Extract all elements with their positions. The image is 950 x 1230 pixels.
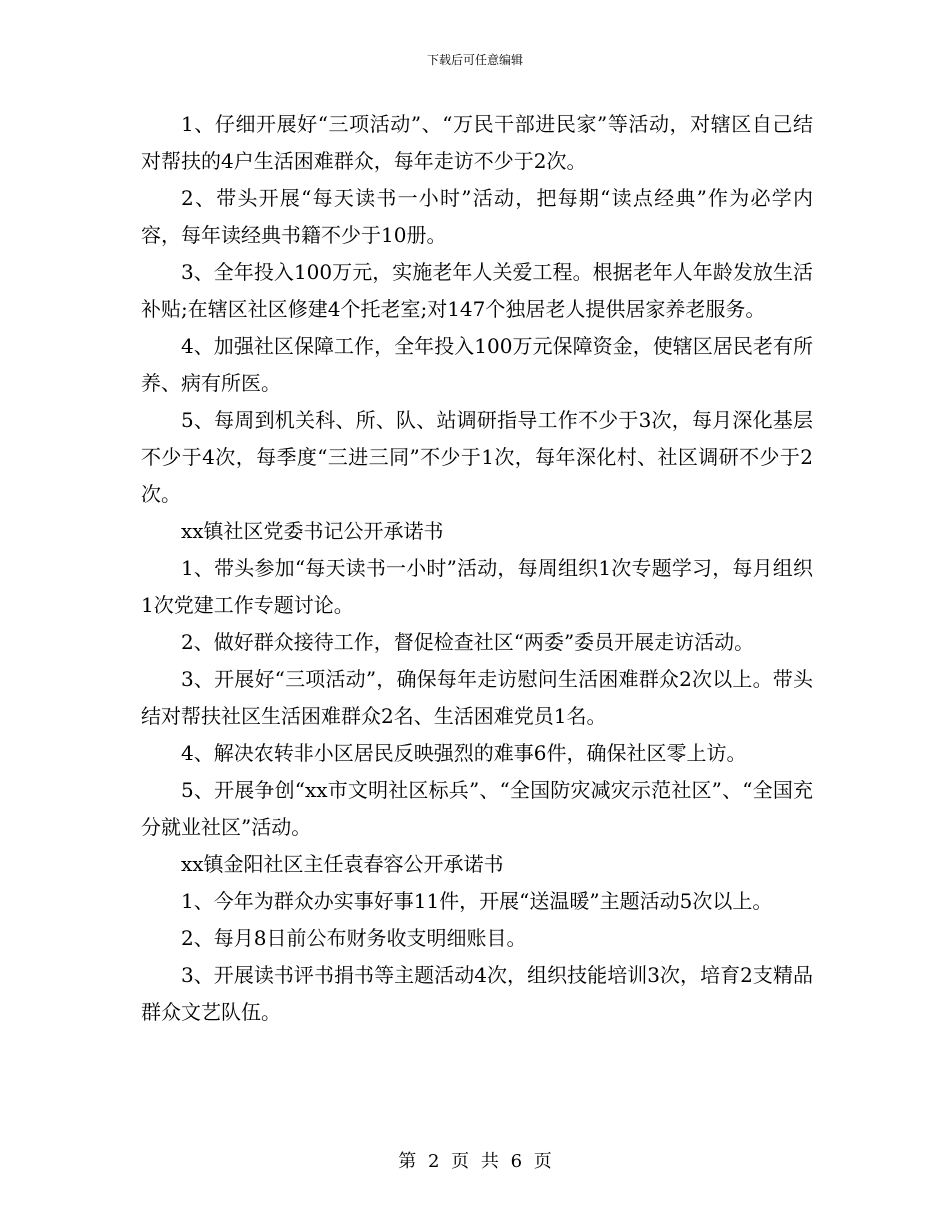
page-header: 下载后可任意编辑 [426, 53, 523, 67]
paragraph: 1、今年为群众办实事好事11件，开展“送温暖”主题活动5次以上。 [181, 889, 773, 913]
paragraph: 5、每周到机关科、所、队、站调研指导工作不少于3次，每月深化基层不少于4次，每季度“三进三同”不少于1次，每年深化村、社区调研不少于2次。 [141, 408, 813, 506]
document-body [141, 106, 813, 1031]
paragraph: 3、全年投入100万元，实施老年人关爱工程。根据老年人年龄发放生活补贴;在辖区社区修建4个托老室;对147个独居老人提供居家养老服务。 [141, 260, 813, 321]
paragraph: 2、带头开展“每天读书一小时”活动，把每期“读点经典”作为必学内容，每年读经典书籍不少于10册。 [141, 186, 813, 247]
paragraph: 2、每月8日前公布财务收支明细账目。 [181, 926, 527, 950]
section-title: xx镇金阳社区主任袁春容公开承诺书 [181, 852, 504, 876]
paragraph: 5、开展争创“xx市文明社区标兵”、“全国防灾减灾示范社区”、“全国充分就业社区”活动。 [141, 778, 813, 839]
page-number-footer: 第 2 页 共 6 页 [398, 1151, 552, 1172]
paragraph: 1、仔细开展好“三项活动”、“万民干部进民家”等活动，对辖区自己结对帮扶的4户生活困难群众，每年走访不少于2次。 [141, 112, 813, 173]
paragraph: 1、带头参加“每天读书一小时”活动，每周组织1次专题学习，每月组织1次党建工作专题讨论。 [141, 556, 813, 617]
paragraph: 4、解决农转非小区居民反映强烈的难事6件，确保社区零上访。 [181, 741, 747, 765]
paragraph: 4、加强社区保障工作，全年投入100万元保障资金，使辖区居民老有所养、病有所医。 [141, 334, 813, 395]
paragraph: 3、开展读书评书捐书等主题活动4次，组织技能培训3次，培育2支精品群众文艺队伍。 [141, 963, 813, 1024]
paragraph: 2、做好群众接待工作，督促检查社区“两委”委员开展走访活动。 [181, 630, 755, 654]
paragraph: 3、开展好“三项活动”，确保每年走访慰问生活困难群众2次以上。带头结对帮扶社区生活困难群众2名、生活困难党员1名。 [141, 667, 813, 728]
section-title: xx镇社区党委书记公开承诺书 [181, 519, 444, 543]
